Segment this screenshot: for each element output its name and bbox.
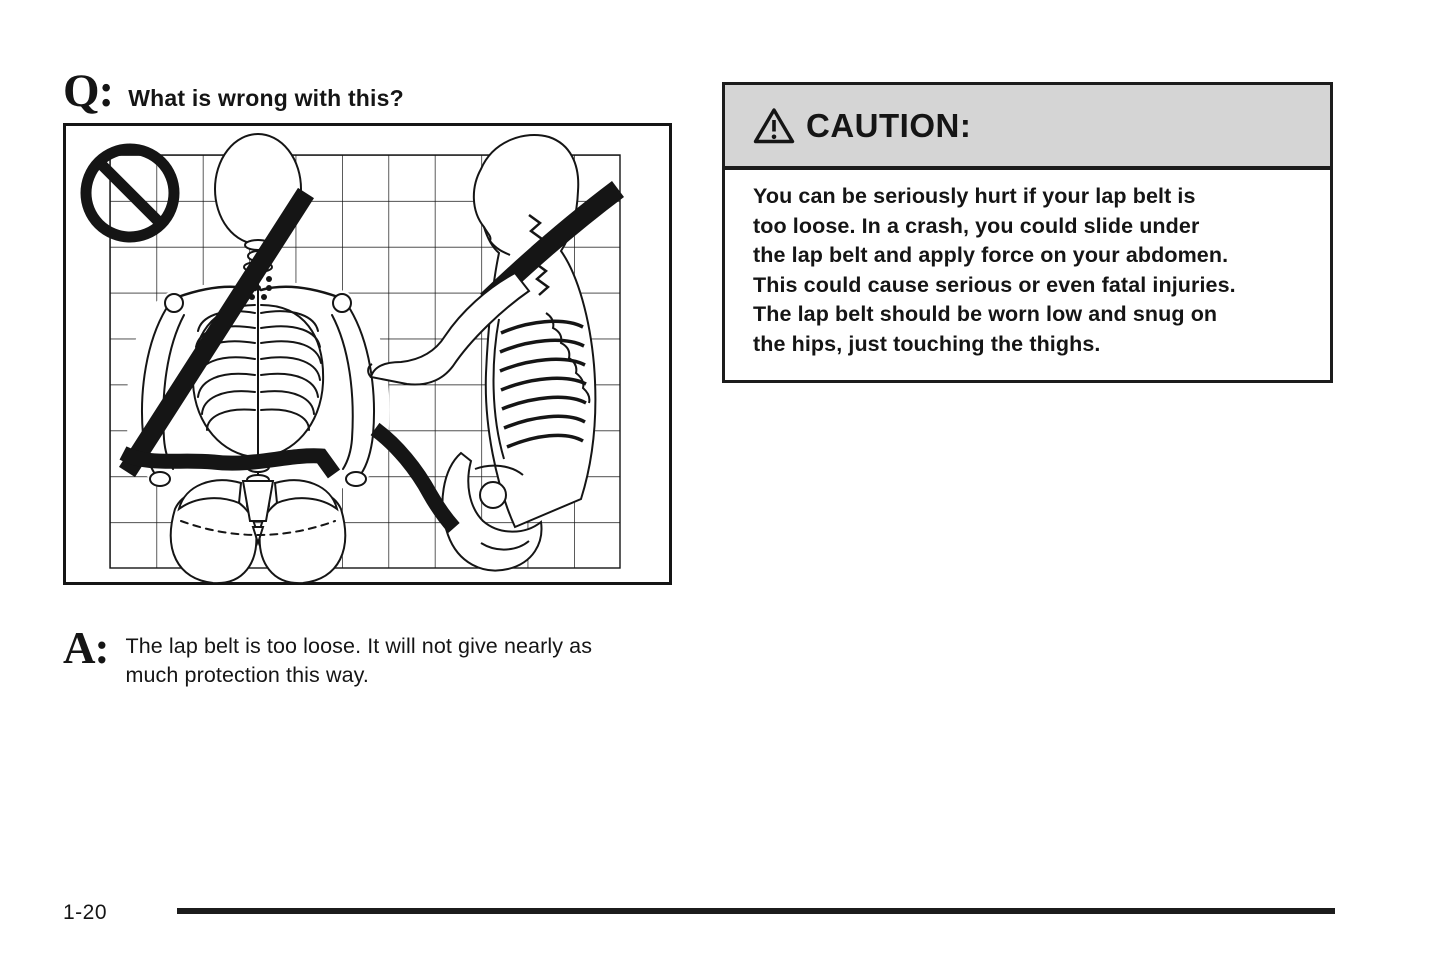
caution-line: The lap belt should be worn low and snug on [753, 302, 1218, 327]
question-text: What is wrong with this? [128, 85, 404, 111]
answer-block [63, 618, 592, 689]
caution-title: CAUTION: [806, 106, 972, 144]
caution-line: This could cause serious or even fatal injuries. [753, 272, 1236, 297]
question-prefix: Q: [63, 65, 114, 117]
caution-line: too loose. In a crash, you could slide under [753, 213, 1200, 238]
footer-rule [177, 908, 1335, 914]
page-number: 1-20 [63, 901, 108, 924]
caution-line: the lap belt and apply force on your abdomen. [753, 243, 1229, 268]
warning-triangle-icon [753, 107, 795, 145]
question-heading [63, 65, 404, 117]
caution-line: the hips, just touching the thighs. [753, 331, 1101, 356]
seat-belt-illustration [63, 123, 672, 585]
answer-line: The lap belt is too loose. It will not give nearly as [125, 634, 593, 658]
answer-prefix: A: [63, 623, 109, 673]
caution-box [722, 82, 1333, 383]
caution-line: You can be seriously hurt if your lap belt is [753, 184, 1196, 208]
caution-header [725, 85, 1330, 170]
answer-line: much protection this way. [125, 662, 369, 687]
caution-body [725, 170, 1330, 360]
loose-lap-belt-diagram-svg [63, 123, 672, 585]
answer-text [125, 632, 592, 689]
